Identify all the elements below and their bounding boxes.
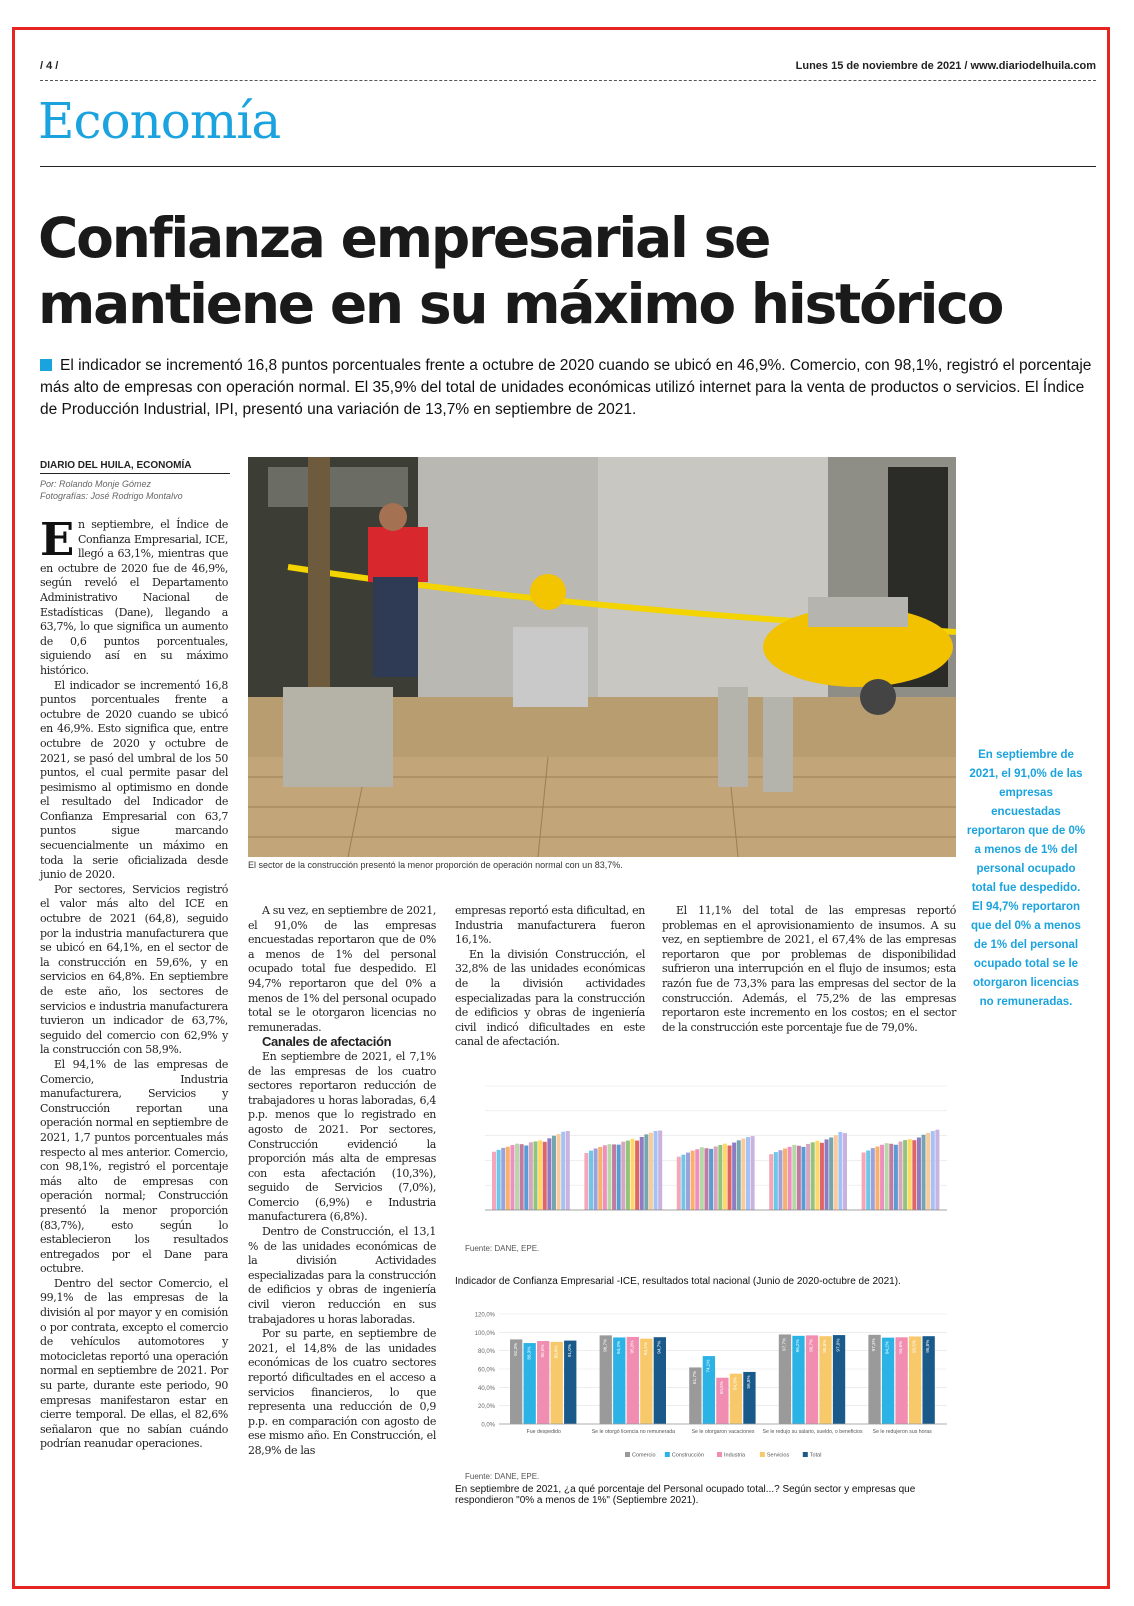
chart-bar: [866, 1150, 870, 1210]
chart-bar: [917, 1137, 921, 1210]
data-label: 92,3%: [512, 1342, 518, 1356]
data-label: 56,8%: [746, 1375, 752, 1389]
data-label: 96,2%: [795, 1339, 801, 1353]
legend-swatch: [760, 1452, 765, 1457]
paragraph: A su vez, en septiembre de 2021, el 91,0% de las empresas encuestadas reportaron que de 0% a menos de 1% del personal ocupado total fue despedido. El 94,7% reportaron que del 0% a menos de 1% del personal ocupado total se le otorgaron licencias no remuneradas.: [248, 904, 436, 1034]
chart-bar: [728, 1146, 732, 1210]
paragraph: El indicador se incrementó 16,8 puntos porcentuales frente a octubre de 2020 cuando se ubicó en 46,9%. Esto significa que, entre octubre de 2020 y octubre de 2021, se pasó del umbral de los 50 puntos, el cual permite pasar del pesimismo al optimismo en donde el resultado del Indicador de Confianza Empresarial con 63,7 puntos sigue marcando secuencialmente un máximo en toda la serie oficializada desde junio de 2020.: [40, 678, 228, 882]
x-category-label: Se le otorgó licencia no remunerada: [591, 1429, 676, 1435]
legend-label: Construcción: [671, 1452, 704, 1459]
x-category-label: Fue despedido: [526, 1429, 561, 1435]
chart-bar: [732, 1143, 736, 1210]
chart-bar: [788, 1147, 792, 1210]
chart-bar: [792, 1145, 796, 1210]
drop-cap: E: [40, 513, 74, 566]
chart-bar: [543, 1142, 547, 1210]
chart-bar: [871, 1148, 875, 1210]
legend-label: Comercio: [632, 1452, 656, 1459]
chart-bar: [838, 1132, 842, 1210]
chart-bar: [700, 1147, 704, 1210]
chart-bar: [751, 1136, 755, 1210]
chart-bar: [691, 1151, 695, 1210]
chart-bar: [524, 1146, 528, 1210]
data-label: 95,8%: [822, 1339, 828, 1353]
y-tick-label: 0,0%: [481, 1422, 495, 1429]
article-column-4: [662, 904, 956, 1035]
header-divider: [40, 80, 1096, 81]
article-column-2: [248, 904, 436, 1459]
x-category-label: Se le otorgaron vacaciones: [691, 1429, 755, 1435]
byline-author: Por: Rolando Monje Gómez: [40, 479, 152, 489]
chart-bar: [922, 1135, 926, 1210]
headline-line-2: mantiene en su máximo histórico: [38, 272, 1003, 336]
headline-line-1: Confianza empresarial se: [38, 206, 770, 270]
chart-bar: [686, 1153, 690, 1210]
data-label: 88,3%: [526, 1346, 532, 1360]
chart-bar: [561, 1132, 565, 1210]
chart-bar: [741, 1139, 745, 1210]
chart-bar: [714, 1147, 718, 1210]
chart-bar: [880, 1145, 884, 1210]
chart-bar: [538, 1140, 542, 1210]
paragraph: empresas reportó esta dificultad, en Industria manufacturera fueron 16,1%.: [455, 904, 645, 947]
chart-bar: [783, 1148, 787, 1210]
legend-label: Total: [809, 1452, 822, 1459]
paragraph: En la división Construcción, el 32,8% de las unidades económicas de la división actividades especializadas para la construcción de edificios y obras de ingeniería civil indicó dificultades en este canal de afectación.: [455, 947, 645, 1049]
chart-bar: [617, 1145, 621, 1210]
legend-swatch: [717, 1452, 722, 1457]
chart-bar: [843, 1133, 847, 1210]
data-label: 95,8%: [925, 1339, 931, 1353]
chart-bar: [607, 1144, 611, 1210]
chart-bar: [820, 1143, 824, 1210]
data-label: 97,0%: [835, 1338, 841, 1352]
data-label: 90,5%: [539, 1344, 545, 1358]
data-label: 89,6%: [553, 1345, 559, 1359]
chart-bar: [704, 1148, 708, 1210]
chart-bar: [815, 1141, 819, 1210]
y-tick-label: 80,0%: [477, 1349, 495, 1356]
data-label: 94,4%: [615, 1340, 621, 1354]
photo-illustration: [248, 457, 956, 857]
article-column-3: [455, 904, 645, 1050]
chart-bar: [935, 1130, 939, 1210]
chart-bar: [594, 1148, 598, 1210]
paragraph: En septiembre de 2021, el 7,1% de las empresas de los cuatro sectores reportaron reducción de trabajadores u horas laboradas, 6,4 p.p. menos que lo registrado en agosto de 2021. Por sectores, Construcción evidenció la proporción más alta de empresas con esta afectación (10,3%), seguido de Servicios (7,0%), Comercio (6,9%) e Industria manufacturera (6,8%).: [248, 1049, 436, 1224]
chart-bar: [510, 1145, 514, 1210]
chart-bar: [566, 1131, 570, 1210]
chart-bar: [681, 1155, 685, 1210]
page-header: [40, 60, 1096, 78]
chart-bar: [649, 1133, 653, 1210]
chart-bar: [598, 1147, 602, 1210]
data-label: 94,6%: [898, 1340, 904, 1354]
data-label: 91,0%: [566, 1344, 572, 1358]
data-label: 96,7%: [808, 1338, 814, 1352]
y-tick-label: 20,0%: [477, 1404, 495, 1411]
chart-bar: [621, 1142, 625, 1210]
legend-label: Industria: [724, 1452, 746, 1459]
chart-bar: [631, 1139, 635, 1210]
subheading: Canales de afectación: [262, 1034, 392, 1050]
legend-swatch: [625, 1452, 630, 1457]
byline-source: DIARIO DEL HUILA, ECONOMÍA: [40, 460, 230, 474]
chart-bar: [557, 1134, 561, 1210]
chart-bar: [834, 1135, 838, 1210]
chart-bar: [825, 1139, 829, 1210]
x-category-label: Se le redujo su salario, sueldo, o beneficios: [762, 1429, 863, 1435]
chart-bar: [746, 1137, 750, 1210]
paragraph: Dentro de Construcción, el 13,1 % de las unidades económicas de la división Actividades especializadas para la construcción de edificios y obras de ingeniería civil vieron reducción en sus trabajadores u horas laboradas.: [248, 1225, 436, 1326]
chart-bar: [497, 1150, 501, 1210]
chart-bar: [635, 1141, 639, 1210]
date-website: Lunes 15 de noviembre de 2021 / www.diariodelhuila.com: [795, 60, 1096, 72]
data-label: 50,5%: [719, 1381, 724, 1395]
data-label: 97,7%: [781, 1337, 787, 1351]
chart-bar: [801, 1147, 805, 1210]
paragraph: Por sectores, Servicios registró el valor más alto del ICE en octubre de 2021 (64,8), seguido por la industria manufacturera que se ubicó en 64,1%, en el sector de la construcción en 59,6%, y en servicios en 64,8%. En septiembre de este año, los sectores de servicios e industria manufacturera tuvieron un indicador de 63,7%, seguido del comercio con 62,9% y la construcción con 58,9%.: [40, 882, 228, 1057]
legend-label: Servicios: [766, 1452, 790, 1459]
chart-bar: [723, 1144, 727, 1210]
chart-bar: [584, 1153, 588, 1210]
chart-bar: [547, 1138, 551, 1210]
data-label: 97,3%: [871, 1338, 877, 1352]
chart-bar: [501, 1148, 505, 1210]
paragraph: El 94,1% de las empresas de Comercio, Industria manufacturera, Servicios y Construcción reportan una operación normal en septiembre de 2021, 1,7 puntos porcentuales más respecto al mes anterior. Comercio, con 98,1%, registró el porcentaje más alto de empresas con operación normal; Construcción presentó la menor proporción (83,7%), esto según lo establecieron los resultados entregados por el Dane para octubre.: [40, 1057, 228, 1276]
legend-swatch: [665, 1452, 670, 1457]
personnel-chart-svg: [455, 1306, 955, 1466]
chart-bar: [926, 1133, 930, 1210]
byline-photos: Fotografías: José Rodrigo Montalvo: [40, 491, 183, 501]
data-label: 96,7%: [602, 1338, 608, 1352]
chart-bar: [908, 1139, 912, 1210]
chart-bar: [875, 1147, 879, 1210]
ice-chart-source: Fuente: DANE, EPE.: [465, 1244, 540, 1253]
data-label: 95,5%: [911, 1339, 917, 1353]
article-column-1: [40, 513, 228, 1452]
section-divider: [40, 166, 1096, 167]
chart-bar: [797, 1146, 801, 1210]
chart-bar: [769, 1154, 773, 1210]
construction-photo: [248, 457, 956, 857]
chart-bar: [889, 1144, 893, 1210]
chart-bar: [829, 1137, 833, 1210]
chart-bar: [778, 1150, 782, 1210]
chart-bar: [885, 1143, 889, 1210]
byline: [40, 460, 230, 501]
chart-bar: [709, 1149, 713, 1210]
legend-swatch: [803, 1452, 808, 1457]
data-label: 93,1%: [642, 1342, 648, 1356]
chart-bar: [654, 1131, 658, 1210]
paragraph: El 11,1% del total de las empresas reportó problemas en el aprovisionamiento de insumos. A su vez, en septiembre de 2021, el 67,4% de las empresas reportaron que por problemas de disponibilidad sufrieron una interrupción en el flujo de insumos; esta razón fue de 73,3% para las empresas del sector de la construcción. Además, el 75,2% de las empresas reportaron este incremento en los costos; en el sector de la construcción este porcentaje fue de 79,0%.: [662, 904, 956, 1034]
chart-bar: [894, 1145, 898, 1210]
section-title: Economía: [38, 92, 281, 150]
personnel-chart-source: Fuente: DANE, EPE.: [465, 1472, 540, 1481]
y-tick-label: 40,0%: [477, 1385, 495, 1392]
paragraph: Dentro del sector Comercio, el 99,1% de las empresas de la división al por mayor y en comisión o por contrata, excepto el comercio de vehículos automotores y motocicletas reportó una operación normal en septiembre de 2021. Por su parte, durante este periodo, 90 empresas manifestaron estar en cierre temporal. De ellas, el 82,6% señalaron que no sabían cuándo podrían reanudar operaciones.: [40, 1276, 228, 1451]
chart-bar: [534, 1141, 538, 1210]
chart-bar: [492, 1152, 496, 1210]
ice-chart-svg: [455, 1078, 955, 1238]
chart-bar: [903, 1140, 907, 1210]
chart-bar: [589, 1151, 593, 1210]
chart-bar: [626, 1141, 630, 1210]
data-label: 94,2%: [884, 1341, 890, 1355]
chart-bar: [695, 1149, 699, 1210]
chart-bar: [515, 1144, 519, 1210]
personnel-chart-caption: En septiembre de 2021, ¿a qué porcentaje del Personal ocupado total...? Según sector y empresas que respondieron "0% a menos de 1%" (Septiembre 2021).: [455, 1484, 916, 1506]
headline: [38, 205, 1118, 337]
data-label: 61,7%: [691, 1370, 697, 1384]
chart-bar: [931, 1131, 935, 1210]
chart-bar: [640, 1137, 644, 1210]
paragraph: Por su parte, en septiembre de 2021, el 14,8% de las unidades económicas de los cuatro sectores reportó dificultades en el acceso a servicios financieros, lo que representa una reducción de 0,9 p.p. en comparación con agosto de ese mismo año. En Construcción, el 28,9% de las: [248, 1327, 436, 1457]
y-tick-label: 100,0%: [474, 1330, 495, 1337]
chart-bar: [677, 1157, 681, 1210]
lead-text: El indicador se incrementó 16,8 puntos porcentuales frente a octubre de 2020 cuando se ubicó en 46,9%. Comercio, con 98,1%, registró el porcentaje más alto de empresas con operación normal. El 35,9% del total de unidades económicas utilizó internet para la venta de productos o servicios. El Índice de Producción Industrial, IPI, presentó una variación de 13,7% en septiembre de 2021.: [40, 357, 1092, 418]
data-label: 94,7%: [656, 1340, 662, 1354]
x-category-label: Se le redujeron sus horas: [872, 1429, 932, 1435]
chart-bar: [520, 1144, 524, 1210]
lead-square-icon: [40, 359, 52, 371]
ice-chart-caption: Indicador de Confianza Empresarial -ICE, resultados total nacional (Junio de 2020-octubre de 2021).: [455, 1276, 901, 1287]
chart-bar: [658, 1131, 662, 1210]
chart-bar: [612, 1144, 616, 1210]
personnel-chart: [455, 1306, 955, 1481]
chart-bar: [506, 1147, 510, 1210]
chart-bar: [811, 1142, 815, 1210]
chart-bar: [552, 1136, 556, 1210]
chart-bar: [737, 1140, 741, 1210]
chart-bar: [912, 1140, 916, 1210]
chart-bar: [718, 1145, 722, 1210]
ice-chart: [455, 1078, 955, 1268]
page-number: / 4 /: [40, 60, 59, 72]
chart-bar: [529, 1142, 533, 1210]
chart-bar: [603, 1145, 607, 1210]
data-label: 95,0%: [629, 1340, 635, 1354]
data-label: 54,9%: [732, 1377, 738, 1391]
chart-bar: [898, 1142, 902, 1210]
lead-paragraph: [40, 355, 1096, 421]
chart-bar: [774, 1152, 778, 1210]
chart-bar: [862, 1152, 866, 1210]
chart-bar: [806, 1144, 810, 1210]
sidebar-quote: En septiembre de 2021, el 91,0% de las empresas encuestadas reportaron que de 0% a menos de 1% del personal ocupado total fue despedido. El 94,7% reportaron que del 0% a menos de 1% del personal ocupado total se le otorgaron licencias no remuneradas.: [966, 749, 1086, 1008]
y-tick-label: 60,0%: [477, 1367, 495, 1374]
chart-bar: [644, 1134, 648, 1210]
photo-caption: El sector de la construcción presentó la menor proporción de operación normal con un 83,7%.: [248, 860, 623, 870]
data-label: 74,1%: [705, 1359, 711, 1373]
y-tick-label: 120,0%: [474, 1312, 495, 1319]
paragraph: En septiembre, el Índice de Confianza Empresarial, ICE, llegó a 63,1%, mientras que en octubre de 2020 fue de 46,9%, según reveló el Departamento Administrativo Nacional de Estadísticas (Dane), llegando a 63,7%, lo que significa un aumento de 0,6 puntos porcentuales, siguiendo así en su máximo histórico.: [40, 513, 228, 677]
